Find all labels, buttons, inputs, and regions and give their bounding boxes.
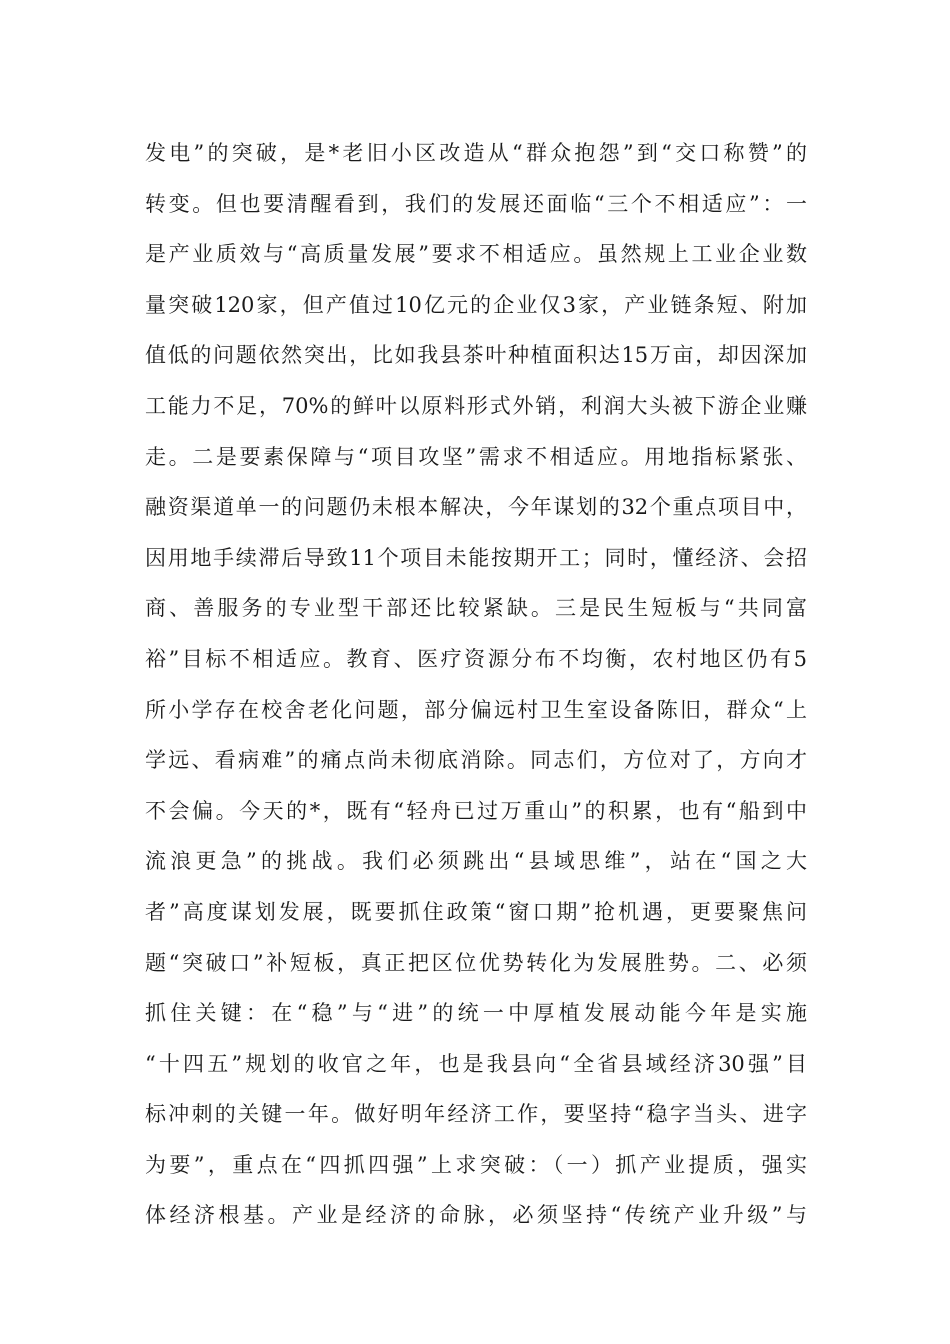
text-line: 因用地手续滞后导致11个项目未能按期开工；同时，懂经济、会招 [145,545,807,570]
text-line: 流浪更急”的挑战。我们必须跳出“县域思维”，站在“国之大 [145,849,807,874]
text-line: 工能力不足，70%的鲜叶以原料形式外销，利润大头被下游企业赚 [145,393,807,418]
text-line: 发电”的突破，是*老旧小区改造从“群众抱怨”到“交口称赞”的 [145,141,807,165]
text-line: 者”高度谋划发展，既要抓住政策“窗口期”抢机遇，更要聚焦问 [145,899,807,924]
text-line: 体经济根基。产业是经济的命脉，必须坚持“传统产业升级”与 [145,1203,807,1228]
text-line: 是产业质效与“高质量发展”要求不相适应。虽然规上工业企业数 [145,242,807,267]
text-line: 为要”，重点在“四抓四强”上求突破：（一）抓产业提质，强实 [145,1152,807,1177]
text-line: 标冲刺的关键一年。做好明年经济工作，要坚持“稳字当头、进字 [145,1102,807,1127]
body-paragraph [145,128,807,1241]
text-line: 学远、看病难”的痛点尚未彻底消除。同志们，方位对了，方向才 [145,748,807,773]
text-line: 走。二是要素保障与“项目攻坚”需求不相适应。用地指标紧张、 [145,444,807,469]
text-line: 裕”目标不相适应。教育、医疗资源分布不均衡，农村地区仍有5 [145,646,807,671]
text-line: 所小学存在校舍老化问题，部分偏远村卫生室设备陈旧，群众“上 [145,697,807,722]
text-line: 融资渠道单一的问题仍未根本解决，今年谋划的32个重点项目中， [145,495,807,520]
text-line: 不会偏。今天的*，既有“轻舟已过万重山”的积累，也有“船到中 [145,798,807,823]
text-line: 题“突破口”补短板，真正把区位优势转化为发展胜势。二、必须 [145,950,807,975]
text-line: 量突破120家，但产值过10亿元的企业仅3家，产业链条短、附加 [145,292,807,317]
text-line: 商、善服务的专业型干部还比较紧缺。三是民生短板与“共同富 [145,596,807,621]
text-line: “十四五”规划的收官之年，也是我县向“全省县域经济30强”目 [145,1051,807,1076]
text-line: 转变。但也要清醒看到，我们的发展还面临“三个不相适应”：一 [145,191,807,216]
text-line: 值低的问题依然突出，比如我县茶叶种植面积达15万亩，却因深加 [145,343,807,368]
text-line: 抓住关键：在“稳”与“进”的统一中厚植发展动能今年是实施 [145,1001,807,1026]
